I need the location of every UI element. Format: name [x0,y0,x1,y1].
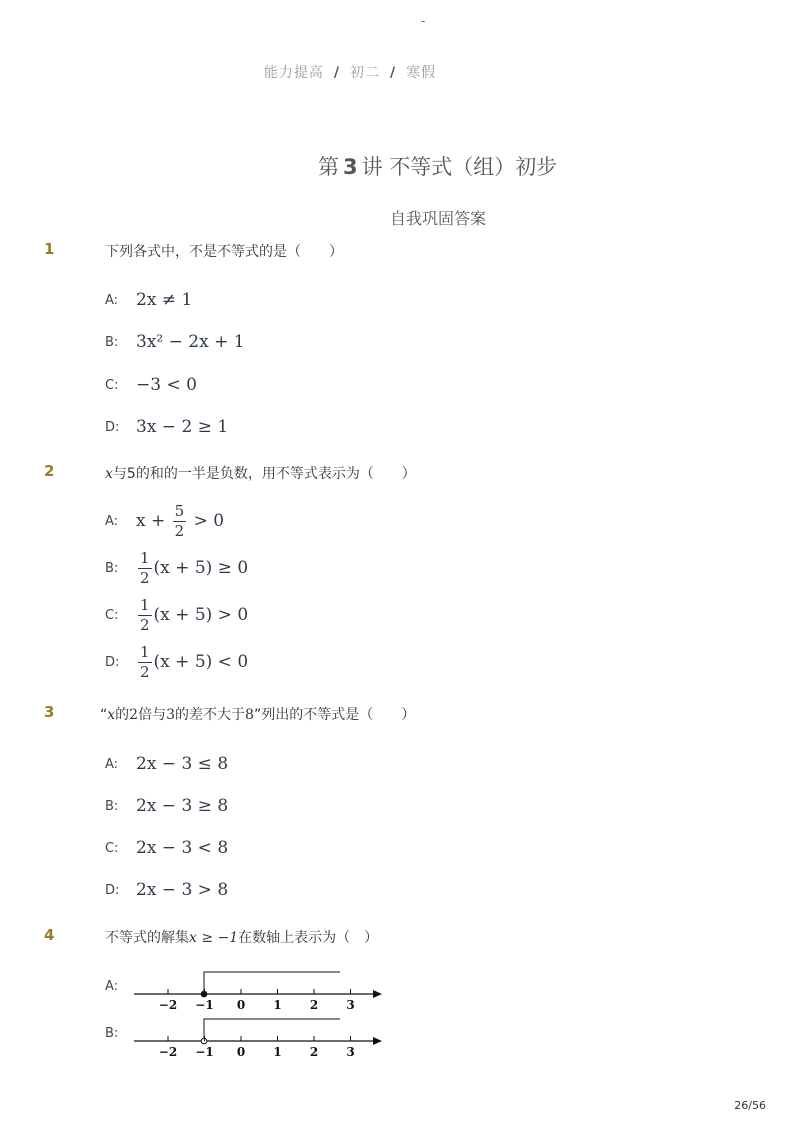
text-part: 倍与 [138,707,167,723]
number: 2 [129,707,139,723]
tick-label: 1 [273,998,282,1012]
solution-bracket [204,1019,340,1041]
option-label: A: [105,756,119,772]
breadcrumb-separator: / [333,65,340,81]
option-label: B: [105,334,119,350]
breadcrumb [0,62,700,82]
option-b-number-line[interactable] [130,1011,390,1061]
fraction [138,645,152,680]
option-expression [136,598,248,633]
question-text [105,463,416,483]
option-d[interactable] [105,880,228,900]
text-part: ”列出的不等式是（ ） [253,707,416,723]
option-d[interactable] [105,645,248,680]
tick-label: 1 [273,1045,282,1059]
denominator: 2 [140,663,150,681]
option-c[interactable] [105,838,228,858]
text-part: 不等式的解集 [105,930,189,946]
text-part: 在数轴上表示为（ ） [238,930,379,946]
option-c[interactable] [105,375,197,395]
tick-label: 2 [309,998,319,1012]
breadcrumb-separator: / [390,65,397,81]
tick-label: 0 [236,998,246,1012]
option-expression: 2x − 3 ≥ 8 [136,796,229,816]
option-a-number-line[interactable] [130,964,390,1014]
option-label: B: [105,798,119,814]
expr-prefix: x + [136,511,166,531]
option-expression [136,645,248,680]
title-number: 3 [343,155,358,179]
option-expression: 2x − 3 > 8 [136,880,229,900]
breadcrumb-item: 初二 [350,65,380,81]
denominator: 2 [140,616,150,634]
tick-label: −2 [158,998,178,1012]
option-label: A: [105,979,119,994]
axis-arrow [373,990,382,998]
numerator: 5 [174,502,185,520]
number: 8 [245,707,254,723]
option-label: C: [105,840,119,856]
numerator: 1 [140,643,150,661]
denominator: 2 [140,569,150,587]
quote-open: “ [100,707,108,723]
option-label: B: [105,561,119,576]
page-number: 26/56 [734,1099,766,1112]
option-label: A: [105,292,119,308]
text-part: 的 [115,707,130,723]
question-text: 下列各式中，不是不等式的是（ ） [105,244,343,260]
option-b[interactable] [105,332,245,352]
text-part: 的差不大于 [175,707,246,723]
option-expression: 3x − 2 ≥ 1 [136,417,229,437]
expr-suffix: (x + 5) ≥ 0 [153,558,249,578]
lesson-title [318,151,557,181]
option-a[interactable] [105,290,192,310]
expr-suffix: (x + 5) < 0 [153,652,249,672]
number: 3 [166,707,176,723]
option-d[interactable] [105,417,228,437]
option-label: B: [105,1026,119,1041]
tick-label: 3 [346,998,355,1012]
option-expression: −3 < 0 [136,375,197,395]
expr-suffix: (x + 5) > 0 [153,605,249,625]
fraction [138,598,152,633]
tick-label: 2 [309,1045,319,1059]
solution-bracket [204,972,340,994]
top-dash: - [421,14,426,28]
fraction [173,504,187,539]
variable: x [107,707,116,723]
option-label: D: [105,882,120,898]
numerator: 1 [140,596,150,614]
tick-label: −2 [158,1045,178,1059]
inline-math: x ≥ −1 [189,930,239,946]
tick-label: −1 [195,1045,214,1059]
option-a[interactable] [105,504,224,539]
tick-label: 3 [346,1045,355,1059]
option-label: C: [105,377,119,393]
numerator: 1 [140,549,150,567]
option-expression: 3x² − 2x + 1 [136,332,245,352]
breadcrumb-item: 寒假 [406,65,437,81]
option-expression: 2x ≠ 1 [136,290,193,310]
expr-suffix: > 0 [193,511,225,531]
question-number: 1 [44,240,55,258]
question-text [100,704,415,724]
question-number: 4 [44,926,55,944]
denominator: 2 [174,522,185,540]
option-a[interactable] [105,754,228,774]
question-number: 2 [44,462,55,480]
option-label: C: [105,608,119,623]
option-expression: 2x − 3 < 8 [136,838,229,858]
question-text-body: 与5的和的一半是负数，用不等式表示为（ ） [112,466,416,482]
option-expression [136,551,248,586]
fraction [138,551,152,586]
option-expression [136,504,224,539]
title-prefix: 第 [318,155,339,179]
tick-label: 0 [236,1045,246,1059]
option-expression: 2x − 3 ≤ 8 [136,754,229,774]
option-b[interactable] [105,796,228,816]
option-label: D: [105,655,120,670]
option-label: D: [105,419,120,435]
question-text [105,927,378,947]
question-number: 3 [44,703,55,721]
option-b[interactable] [105,551,248,586]
option-label: A: [105,514,119,529]
ticks-a [159,989,355,1012]
variable: x [105,466,113,482]
tick-label: −1 [195,998,214,1012]
section-subtitle: 自我巩固答案 [390,209,487,228]
option-c[interactable] [105,598,248,633]
breadcrumb-item: 能力提高 [263,65,324,81]
axis-arrow [373,1037,382,1045]
title-text: 讲 不等式（组）初步 [361,155,558,179]
ticks-b [159,1036,355,1059]
